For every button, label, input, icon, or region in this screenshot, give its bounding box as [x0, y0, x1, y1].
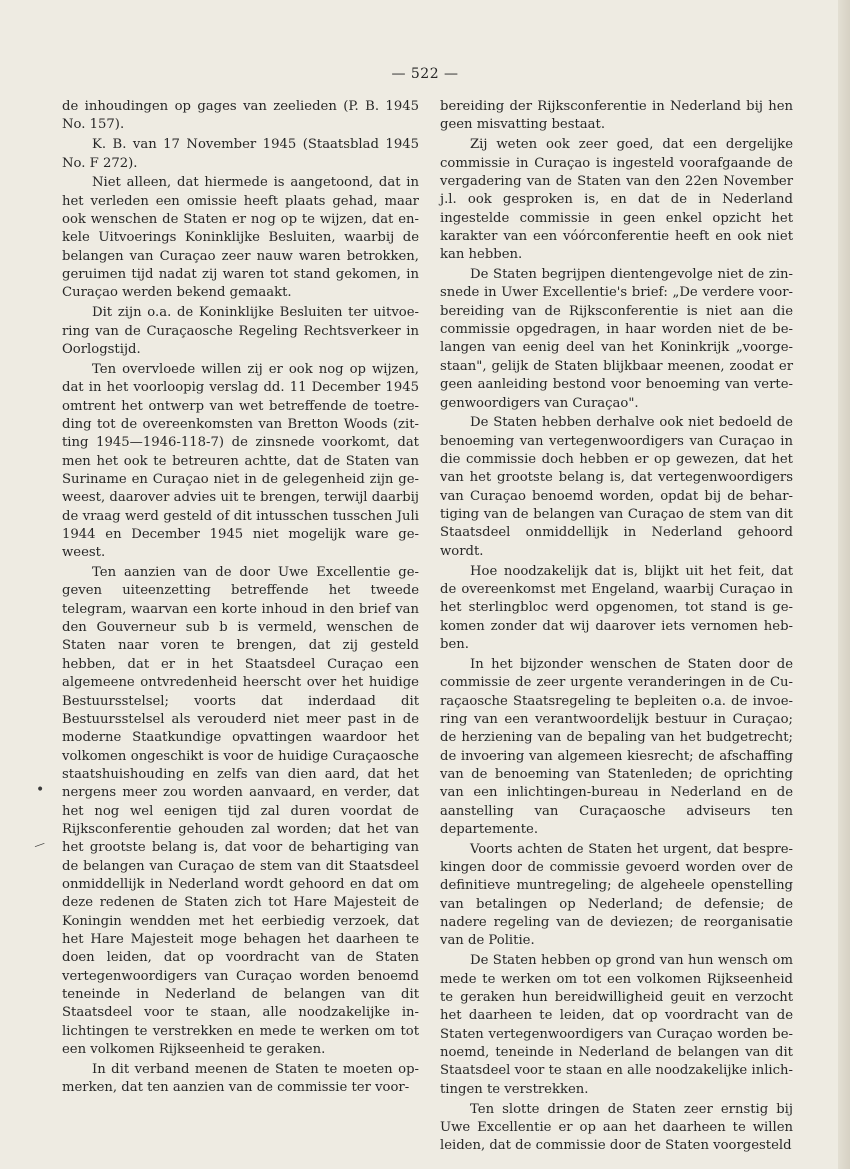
right-paragraph-5: Hoe noodzakelijk dat is, blijkt uit het feit, dat de overeenkomst met Engeland, waarbij Curaçao in het sterlingbloc werd opgenomen, tot stand is gekomen zonder dat wij daarover iets vernomen hebben. — [440, 563, 793, 652]
page-edge — [838, 0, 850, 1169]
right-paragraph-1: bereiding der Rijksconferentie in Nederland bij hen geen misvatting bestaat. — [440, 99, 793, 133]
left-column — [62, 98, 419, 1099]
left-paragraph-2: K. B. van 17 November 1945 (Staatsblad 1945 No. F 272). — [62, 137, 419, 171]
left-paragraph-4: Dit zijn o.a. de Koninklijke Besluiten ter uitvoering van de Curaçaosche Regeling Rechtsverkeer in Oorlogstijd. — [62, 305, 419, 357]
right-paragraph-3: De Staten begrijpen dientengevolge niet de zinsnede in Uwer Excellentie's brief: „De verdere voorbereiding van de Rijksconferentie is niet aan die commissie opgedragen, in haar worden niet de belangen van eenig deel van het Koninkrijk „voorgestaan", gelijk de Staten blijkbaar meenen, zoodat er geen aanleiding bestond voor benoeming van vertegenwoordigers van Curaçao". — [440, 267, 793, 411]
right-paragraph-9: Ten slotte dringen de Staten zeer ernstig bij Uwe Excellentie er op aan het daarheen te willen leiden, dat de commissie door de Staten voorgesteld — [440, 1101, 793, 1154]
right-paragraph-2: Zij weten ook zeer goed, dat een dergelijke commissie in Curaçao is ingesteld voorafgaande de vergadering van de Staten van den 22en November j.l. ook gesproken is, en dat de in Nederland ingestelde commissie in geen enkel opzicht het karakter van een vóórconferentie heeft en ook niet kan hebben. — [440, 137, 793, 263]
left-paragraph-5: Ten overvloede willen zij er ook nog op wijzen, dat in het voorloopig verslag dd. 11 December 1945 omtrent het ontwerp van wet betreffende de toetreding tot de overeenkomsten van Bretton Woods (zitting 1945—1946-118-7) de zinsnede voorkomt, dat men het ook te betreuren achtte, dat de Staten van Suriname en Curaçao niet in de gelegenheid zijn geweest, daarover advies uit te brengen, terwijl daarbij de vraag werd gesteld of dit intusschen tusschen Juli 1944 en December 1945 niet mogelijk ware geweest. — [62, 361, 419, 561]
margin-dot-mark: • — [36, 782, 45, 798]
right-paragraph-7: Voorts achten de Staten het urgent, dat besprekingen door de commissie gevoerd worden over de definitieve muntregeling; de algeheele openstelling van betalingen op Nederland; de defensie; de nadere regeling van de deviezen; de reorganisatie van de Politie. — [440, 841, 793, 949]
left-paragraph-1: de inhoudingen op gages van zeelieden (P. B. 1945 No. 157). — [62, 99, 419, 133]
right-paragraph-6: In het bijzonder wenschen de Staten door de commissie de zeer urgente veranderingen in de Curaçaosche Staatsregeling te bepleiten o.a. de invoering van een verantwoordelijk bestuur in Curaçao; de herziening van de bepaling van het budgetrecht; de invoering van algemeen kiesrecht; de afschaffing van de benoeming van Statenleden; de oprichting van een inlichtingen-bureau in Nederland en de aanstelling van Curaçaosche adviseurs ten departemente. — [440, 656, 793, 837]
left-paragraph-3: Niet alleen, dat hiermede is aangetoond, dat in het verleden een omissie heeft plaats gehad, maar ook wenschen de Staten er nog op te wijzen, dat enkele Uitvoerings Koninklijke Besluiten, waarbij de belangen van Curaçao zeer nauw waren betrokken, geruimen tijd nadat zij waren tot stand gekomen, in Curaçao werden bekend gemaakt. — [62, 175, 419, 301]
left-paragraph-6: Ten aanzien van de door Uwe Excellentie gegeven uiteenzetting betreffende het tweede telegram, waarvan een korte inhoud in den brief van den Gouverneur sub b is vermeld, wenschen de Staten naar voren te brengen, dat zij gesteld hebben, dat er in het Staatsdeel Curaçao een algemeene ontvredenheid heerscht over het huidige Bestuursstelsel; voorts dat inderdaad dit Bestuursstelsel als verouderd niet meer past in de moderne Staatkundige opvattingen waardoor het volkomen ongeschikt is voor de huidige Curaçaosche staatshuishouding en zelfs van dien aard, dat het nergens meer zou worden aanvaard, en verder, dat het nog wel eenigen tijd zal duren voordat de Rijksconferentie gehouden zal worden; dat het van het grootste belang is, dat voor de behartiging van de belangen van Curaçao de stem van dit Staatsdeel onmiddellijk in Nederland wordt gehoord en dat om deze redenen de Staten zich tot Hare Majesteit de Koningin wendden met het eerbiedig verzoek, dat het Hare Majesteit moge behagen het daarheen te doen leiden, dat op voordracht van de Staten vertegenwoordigers van Curaçao worden benoemd teneinde in Nederland de belangen van dit Staatsdeel voor te staan, alle noodzakelijke inlichtingen te verstrekken en mede te werken om tot een volkomen Rijkseenheid te geraken. — [62, 565, 419, 1058]
right-paragraph-4: De Staten hebben derhalve ook niet bedoeld de benoeming van vertegenwoordigers van Curaçao in die commissie doch hebben er op gewezen, dat het van het grootste belang is, dat vertegenwoordigers van Curaçao benoemd worden, opdat bij de behartiging van de belangen van Curaçao de stem van dit Staatsdeel onmiddellijk in Nederland gehoord wordt. — [440, 415, 793, 559]
page-number: — 522 — — [391, 66, 459, 82]
right-column — [440, 98, 793, 1157]
margin-dash-mark: — — [32, 836, 47, 853]
left-paragraph-7: In dit verband meenen de Staten te moeten opmerken, dat ten aanzien van de commissie ter voor- — [62, 1061, 419, 1096]
right-paragraph-8: De Staten hebben op grond van hun wensch om mede te werken om tot een volkomen Rijkseenheid te geraken hun bereidwilligheid geuit en verzocht het daarheen te leiden, dat op voordracht van de Staten vertegenwoordigers van Curaçao worden benoemd, teneinde in Nederland de belangen van dit Staatsdeel voor te staan en alle noodzakelijke inlichtingen te verstrekken. — [440, 953, 793, 1097]
